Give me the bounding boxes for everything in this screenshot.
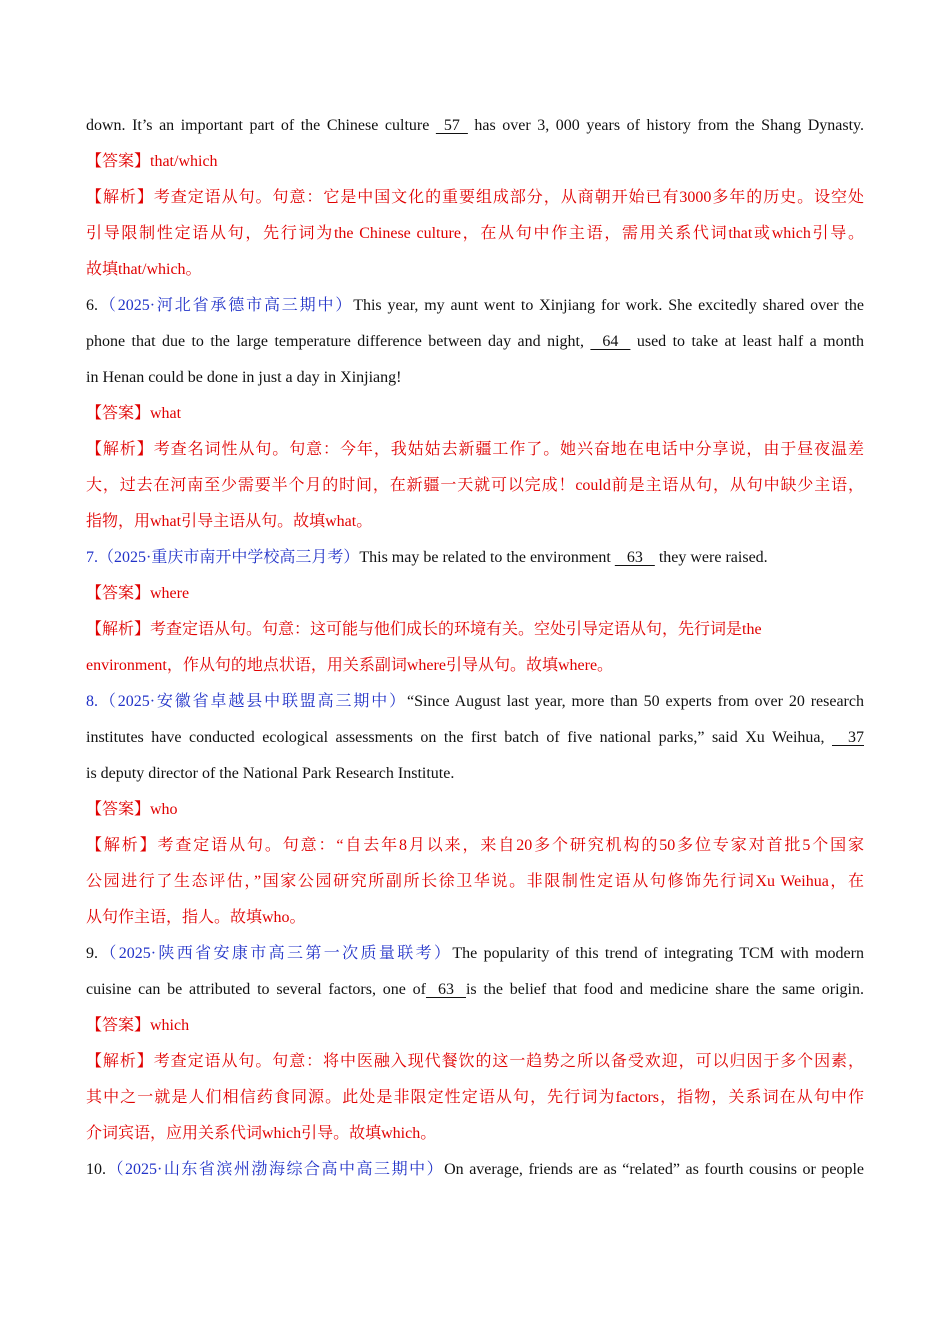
question-source: （2025·重庆市南开中学校高三月考） bbox=[98, 549, 360, 566]
question-8: 8.（2025·安徽省卓越县中联盟高三期中）“Since August last year, more than 50 experts from over 20 research bbox=[86, 693, 864, 710]
question-number: 6. bbox=[86, 297, 98, 314]
analysis-line: 【解析】考查定语从句。句意：“自去年8月以来，来自20多个研究机构的50多位专家对首批5个国家 bbox=[86, 837, 864, 854]
question-6: 6.（2025·河北省承德市高三期中）This year, my aunt went to Xinjiang for work. She excitedly shared over the bbox=[86, 297, 864, 314]
question-text-line: is deputy director of the National Park Research Institute. bbox=[86, 765, 455, 782]
question-number: 10. bbox=[86, 1161, 106, 1178]
answer-blank: 37 bbox=[832, 729, 864, 746]
analysis-line: 引导限制性定语从句，先行词为the Chinese culture，在从句中作主语，需用关系代词that或which引导。 bbox=[86, 225, 864, 242]
analysis-line: 故填that/which。 bbox=[86, 261, 202, 278]
analysis-line: environment，作从句的地点状语，用关系副词where引导从句。故填where。 bbox=[86, 657, 614, 674]
question-7: 7.（2025·重庆市南开中学校高三月考）This may be related to the environment 63 they were raised. bbox=[86, 540, 864, 576]
answer-blank: 63 bbox=[425, 981, 466, 998]
analysis-line: 大，过去在河南至少需要半个月的时间，在新疆一天就可以完成！could前是主语从句，从句中缺少主语， bbox=[86, 477, 864, 494]
analysis-line: 介词宾语，应用关系代词which引导。故填which。 bbox=[86, 1125, 437, 1142]
answer-blank: 63 bbox=[614, 549, 655, 566]
analysis-line: 【解析】考查定语从句。句意：它是中国文化的重要组成部分，从商朝开始已有3000多年的历史。设空处 bbox=[86, 189, 864, 206]
question-number: 9. bbox=[86, 945, 98, 962]
question-source: （2025·安徽省卓越县中联盟高三期中） bbox=[98, 693, 407, 710]
question-text-line: in Henan could be done in just a day in Xinjiang! bbox=[86, 369, 402, 386]
question-9: 9.（2025·陕西省安康市高三第一次质量联考）The popularity of this trend of integrating TCM with modern bbox=[86, 945, 864, 962]
question-text-line: down. It’s an important part of the Chinese culture 57 has over 3, 000 years of history from the Shang Dynasty. bbox=[86, 108, 864, 144]
analysis-line: 【解析】考查名词性从句。句意：今年，我姑姑去新疆工作了。她兴奋地在电话中分享说，由于昼夜温差 bbox=[86, 441, 864, 458]
question-source: （2025·陕西省安康市高三第一次质量联考） bbox=[98, 945, 453, 962]
document-body bbox=[86, 108, 864, 1188]
analysis-line: 从句作主语，指人。故填who。 bbox=[86, 909, 306, 926]
question-number: 7. bbox=[86, 549, 98, 566]
question-source: （2025·河北省承德市高三期中） bbox=[98, 297, 354, 314]
analysis-line: 【解析】考查定语从句。句意：这可能与他们成长的环境有关。空处引导定语从句，先行词是the bbox=[86, 621, 762, 638]
question-source: （2025·山东省滨州渤海综合高中高三期中） bbox=[106, 1161, 445, 1178]
analysis-line: 【解析】考查定语从句。句意：将中医融入现代餐饮的这一趋势之所以备受欢迎，可以归因于多个因素， bbox=[86, 1053, 864, 1070]
question-text-line: phone that due to the large temperature difference between day and night, 64 used to take at least half a month bbox=[86, 324, 864, 360]
analysis-line: 其中之一就是人们相信药食同源。此处是非限定性定语从句，先行词为factors，指物，关系词在从句中作 bbox=[86, 1089, 864, 1106]
answer-line: 【答案】which bbox=[86, 1017, 190, 1034]
answer-line: 【答案】where bbox=[86, 585, 190, 602]
question-number: 8. bbox=[86, 693, 98, 710]
answer-line: 【答案】who bbox=[86, 801, 178, 818]
analysis-line: 指物，用what引导主语从句。故填what。 bbox=[86, 513, 373, 530]
question-10: 10.（2025·山东省滨州渤海综合高中高三期中）On average, friends are as “related” as fourth cousins or people bbox=[86, 1161, 864, 1178]
analysis-line: 公园进行了生态评估，”国家公园研究所副所长徐卫华说。非限制性定语从句修饰先行词Xu Weihua，在 bbox=[86, 873, 864, 890]
answer-line: 【答案】what bbox=[86, 405, 182, 422]
question-text-line: cuisine can be attributed to several factors, one of 63 is the belief that food and medicine share the same origin. bbox=[86, 972, 864, 1008]
answer-line: 【答案】that/which bbox=[86, 153, 218, 170]
question-text-line: institutes have conducted ecological assessments on the first batch of five national parks,” said Xu Weihua, 37 bbox=[86, 720, 864, 756]
answer-blank: 64 bbox=[590, 333, 631, 350]
answer-blank: 57 bbox=[435, 117, 468, 134]
